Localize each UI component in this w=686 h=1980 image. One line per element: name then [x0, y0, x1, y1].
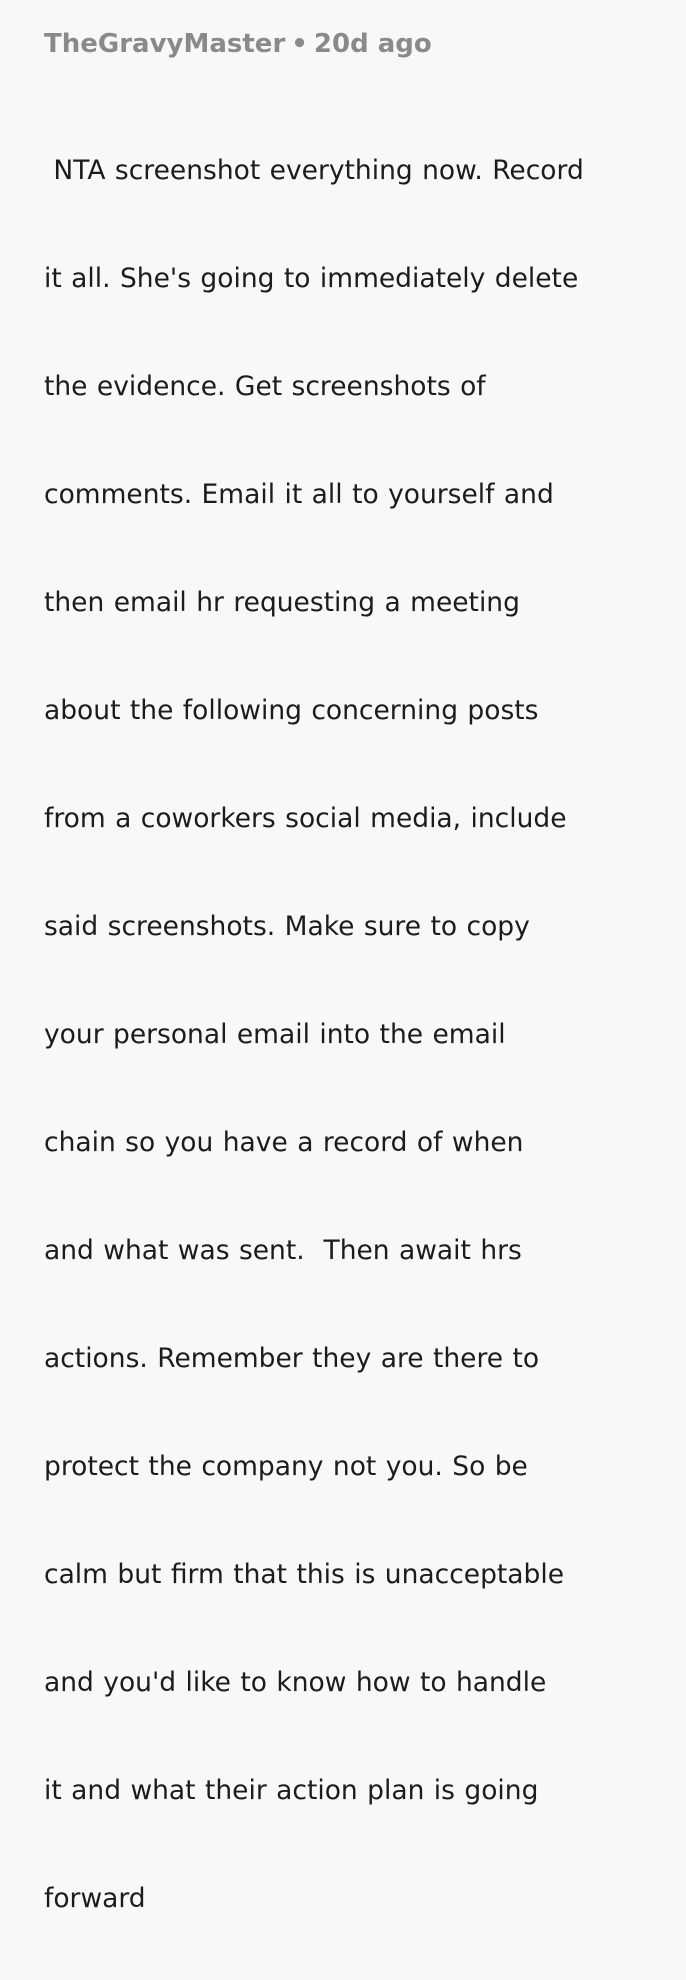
- comment-line: it all. She's going to immediately delete: [44, 263, 579, 294]
- comment-line: forward: [44, 1883, 146, 1914]
- comment-line: and you'd like to know how to handle: [44, 1667, 547, 1698]
- comment-line: calm but firm that this is unacceptable: [44, 1559, 565, 1590]
- comment-line: said screenshots. Make sure to copy: [44, 911, 530, 942]
- comment-line: about the following concerning posts: [44, 695, 539, 726]
- comment-line: chain so you have a record of when: [44, 1127, 524, 1158]
- comment-line: the evidence. Get screenshots of: [44, 371, 486, 402]
- comment-author[interactable]: TheGravyMaster: [44, 29, 286, 59]
- comment-line: then email hr requesting a meeting: [44, 587, 520, 618]
- meta-separator: •: [291, 29, 308, 59]
- comment-line: it and what their action plan is going: [44, 1775, 539, 1806]
- comment-line: and what was sent. Then await hrs: [44, 1235, 522, 1266]
- comment-body: [44, 90, 654, 1980]
- comment-line: comments. Email it all to yourself and: [44, 479, 554, 510]
- comment-line: actions. Remember they are there to: [44, 1343, 540, 1374]
- comment-line: from a coworkers social media, include: [44, 803, 567, 834]
- comment-line: your personal email into the email: [44, 1019, 506, 1050]
- comment-line: protect the company not you. So be: [44, 1451, 528, 1482]
- comment-timestamp: 20d ago: [313, 29, 432, 59]
- comment-line: NTA screenshot everything now. Record: [44, 155, 584, 186]
- comment-meta: [44, 28, 432, 60]
